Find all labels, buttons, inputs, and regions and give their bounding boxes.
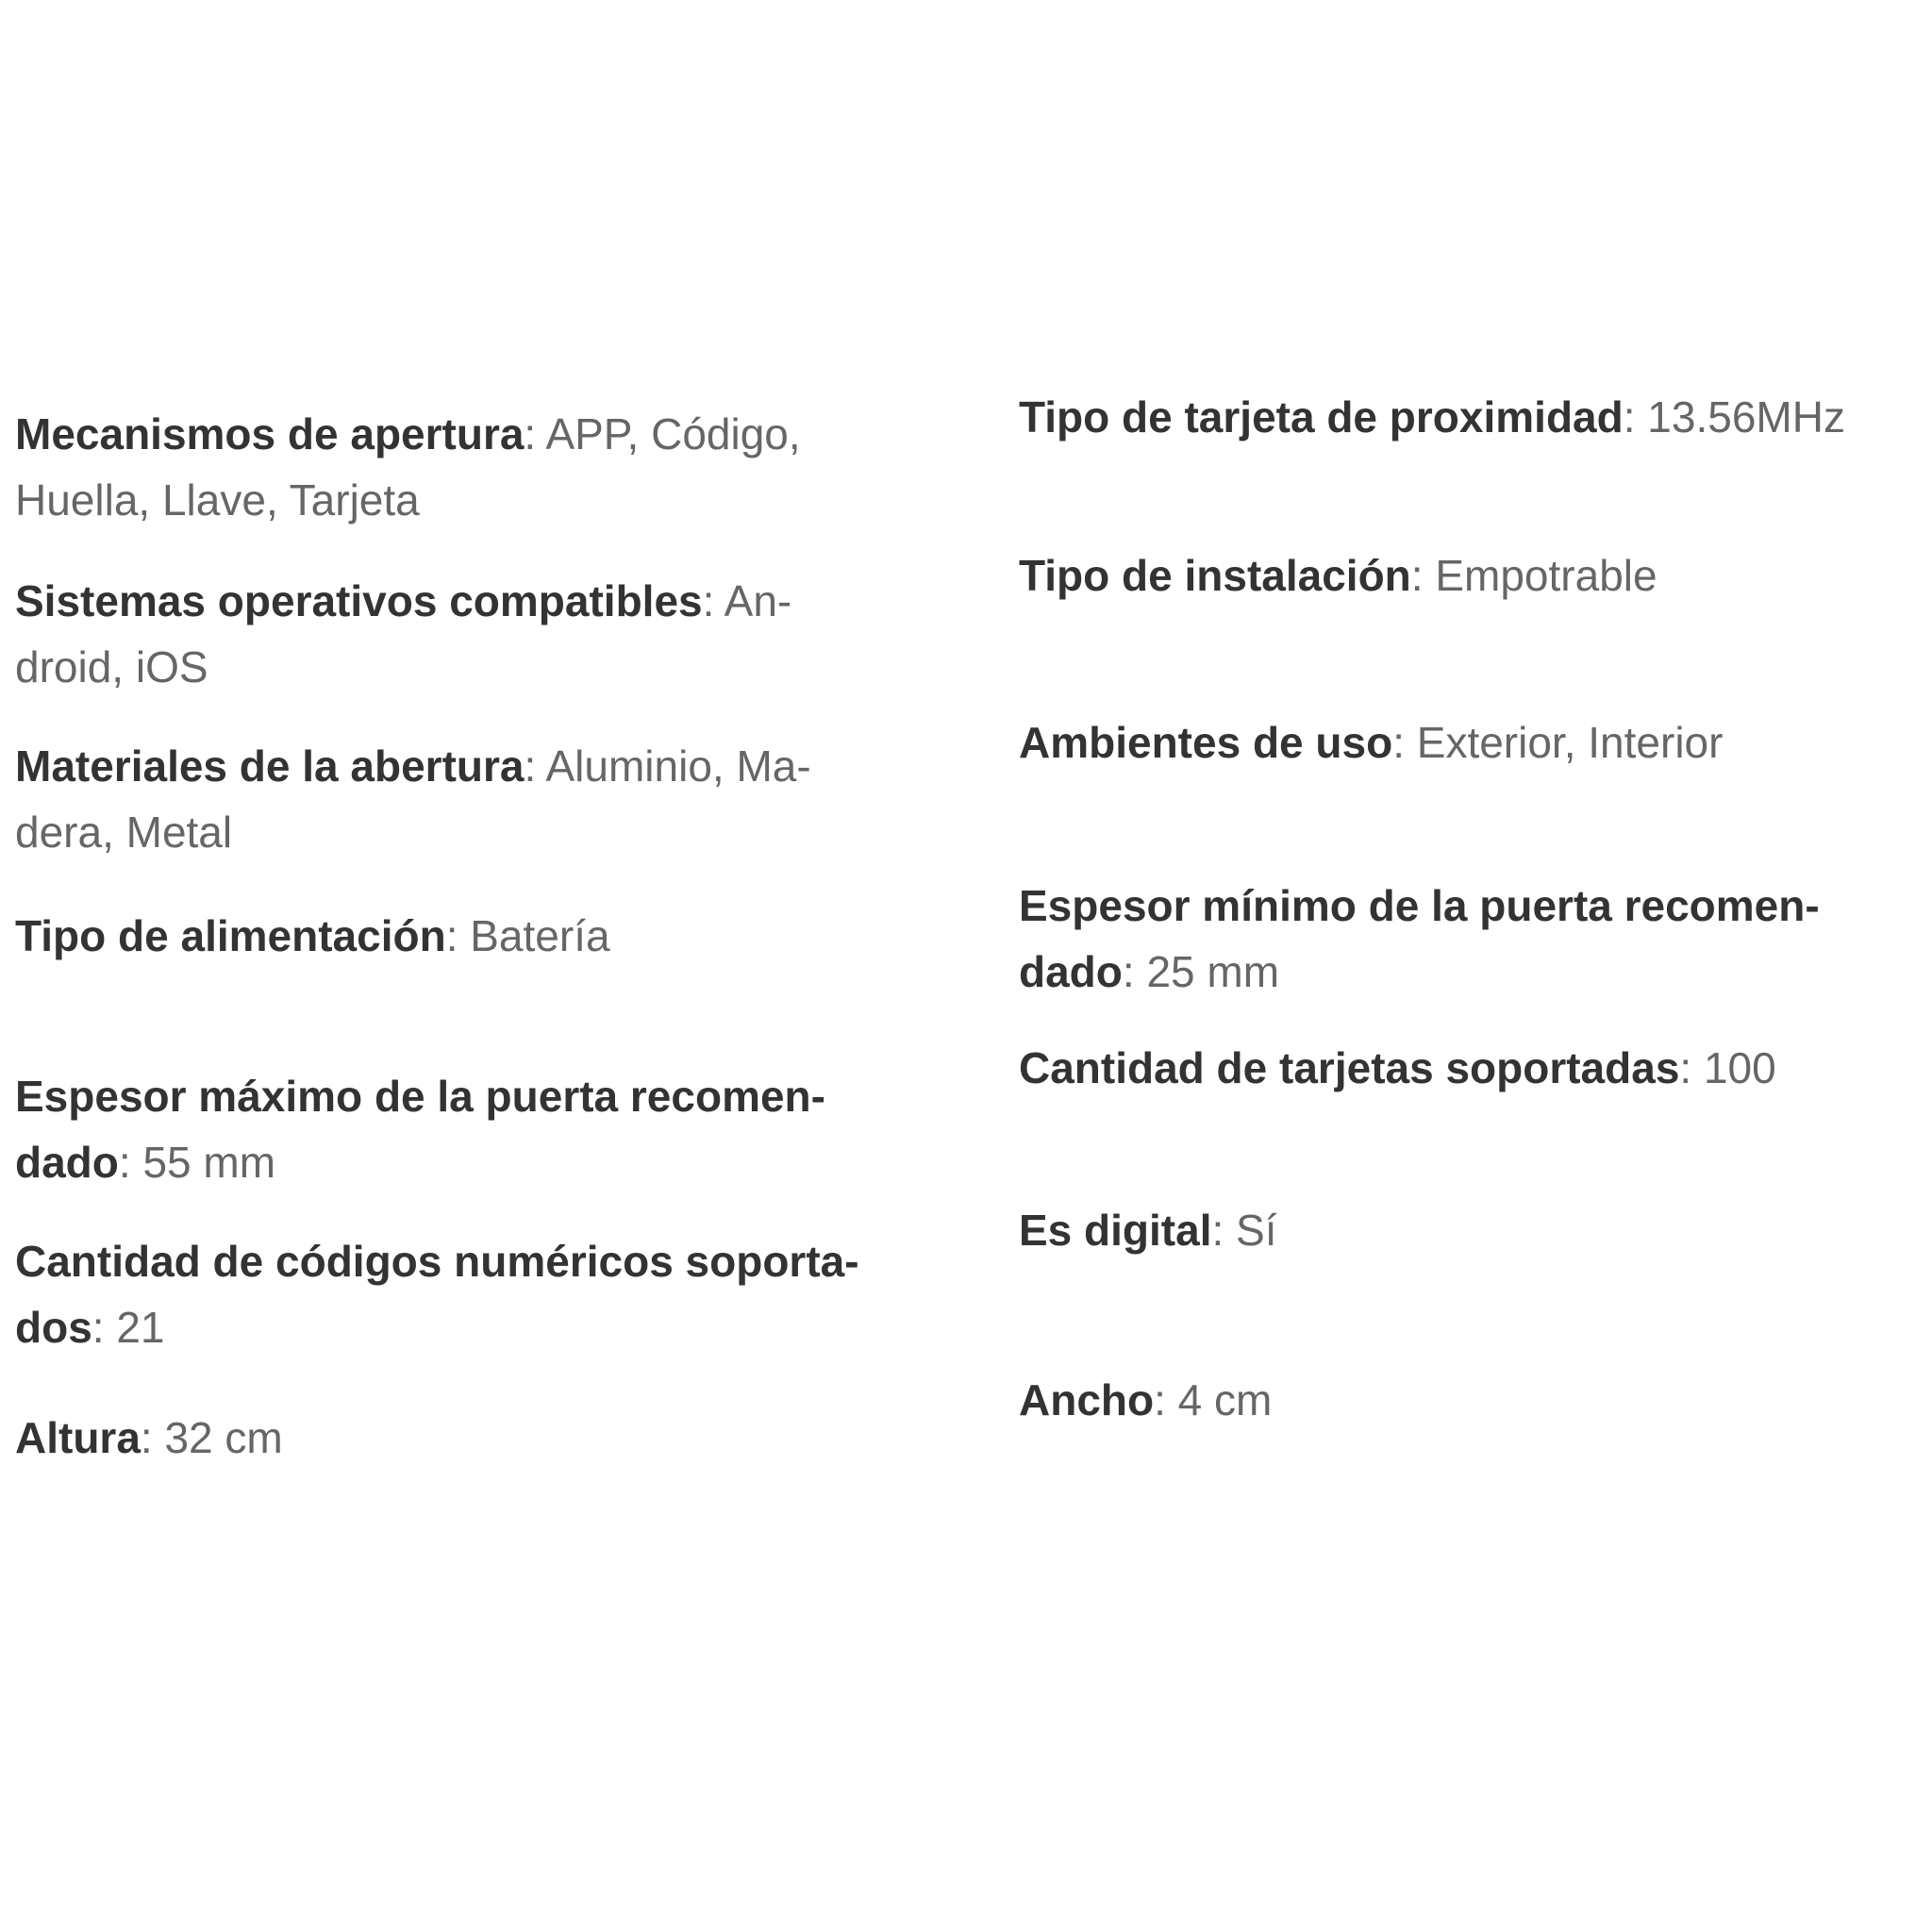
spec-label: Tipo de instalación bbox=[1019, 551, 1411, 600]
spec-line bbox=[15, 1129, 825, 1195]
spec-value: : APP, Código, bbox=[524, 409, 801, 458]
spec-value: : An- bbox=[702, 576, 792, 625]
spec-line bbox=[1019, 1035, 1776, 1101]
spec-label: dado bbox=[1019, 947, 1123, 996]
spec-item-cantidad-tarjetas bbox=[1019, 1035, 1776, 1101]
spec-item-mecanismos-apertura bbox=[15, 401, 801, 533]
spec-value: : 55 mm bbox=[118, 1138, 276, 1187]
spec-line bbox=[1019, 939, 1820, 1005]
spec-label: Altura bbox=[15, 1413, 141, 1462]
spec-value: dera, Metal bbox=[15, 808, 233, 857]
spec-line bbox=[1019, 1197, 1277, 1263]
spec-line bbox=[1019, 1367, 1272, 1433]
spec-label: Materiales de la abertura bbox=[15, 741, 525, 791]
spec-label: Espesor mínimo de la puerta recomen- bbox=[1019, 881, 1820, 930]
spec-item-ambientes-uso bbox=[1019, 709, 1723, 775]
spec-value: : 100 bbox=[1679, 1043, 1776, 1092]
spec-value: : Aluminio, Ma- bbox=[524, 741, 811, 791]
spec-line bbox=[1019, 384, 1845, 450]
spec-line bbox=[15, 1228, 859, 1294]
spec-value: : Sí bbox=[1211, 1206, 1277, 1255]
spec-line bbox=[1019, 873, 1820, 939]
spec-label: Ambientes de uso bbox=[1019, 718, 1393, 767]
spec-label: Cantidad de códigos numéricos soporta- bbox=[15, 1237, 859, 1286]
spec-item-altura bbox=[15, 1405, 283, 1471]
spec-value: : 4 cm bbox=[1154, 1375, 1273, 1424]
spec-line bbox=[15, 401, 801, 467]
spec-line bbox=[15, 733, 811, 799]
spec-line bbox=[1019, 542, 1657, 608]
spec-value: : Batería bbox=[445, 911, 610, 960]
spec-item-tipo-tarjeta-proximidad bbox=[1019, 384, 1845, 450]
spec-label: dos bbox=[15, 1303, 92, 1352]
spec-line bbox=[15, 799, 811, 865]
spec-value: : 25 mm bbox=[1122, 947, 1280, 996]
spec-item-es-digital bbox=[1019, 1197, 1277, 1263]
spec-label: dado bbox=[15, 1138, 119, 1187]
spec-value: : Exterior, Interior bbox=[1392, 718, 1724, 767]
spec-item-sistemas-operativos bbox=[15, 568, 791, 700]
spec-label: Tipo de tarjeta de proximidad bbox=[1019, 392, 1624, 441]
spec-item-ancho bbox=[1019, 1367, 1272, 1433]
spec-item-espesor-minimo bbox=[1019, 873, 1820, 1005]
spec-label: Cantidad de tarjetas soportadas bbox=[1019, 1043, 1680, 1092]
spec-line bbox=[15, 903, 610, 969]
spec-value: : 32 cm bbox=[140, 1413, 283, 1462]
spec-item-materiales-abertura bbox=[15, 733, 811, 865]
spec-label: Mecanismos de apertura bbox=[15, 409, 525, 458]
spec-item-cantidad-codigos bbox=[15, 1228, 859, 1360]
spec-item-tipo-alimentacion bbox=[15, 903, 610, 969]
spec-value: : Empotrable bbox=[1410, 551, 1657, 600]
spec-label: Espesor máximo de la puerta recomen- bbox=[15, 1072, 825, 1121]
spec-value: Huella, Llave, Tarjeta bbox=[15, 475, 420, 525]
spec-line bbox=[15, 1063, 825, 1129]
spec-line bbox=[15, 568, 791, 634]
spec-item-espesor-maximo bbox=[15, 1063, 825, 1195]
spec-line bbox=[15, 1405, 283, 1471]
spec-value: droid, iOS bbox=[15, 642, 208, 691]
spec-line bbox=[15, 467, 801, 533]
spec-label: Ancho bbox=[1019, 1375, 1155, 1424]
spec-line bbox=[15, 1294, 859, 1360]
spec-item-tipo-instalacion bbox=[1019, 542, 1657, 608]
spec-line bbox=[1019, 709, 1723, 775]
spec-label: Es digital bbox=[1019, 1206, 1212, 1255]
spec-line bbox=[15, 634, 791, 700]
spec-value: : 21 bbox=[92, 1303, 165, 1352]
spec-label: Tipo de alimentación bbox=[15, 911, 446, 960]
spec-value: : 13.56MHz bbox=[1623, 392, 1845, 441]
spec-label: Sistemas operativos compatibles bbox=[15, 576, 703, 625]
